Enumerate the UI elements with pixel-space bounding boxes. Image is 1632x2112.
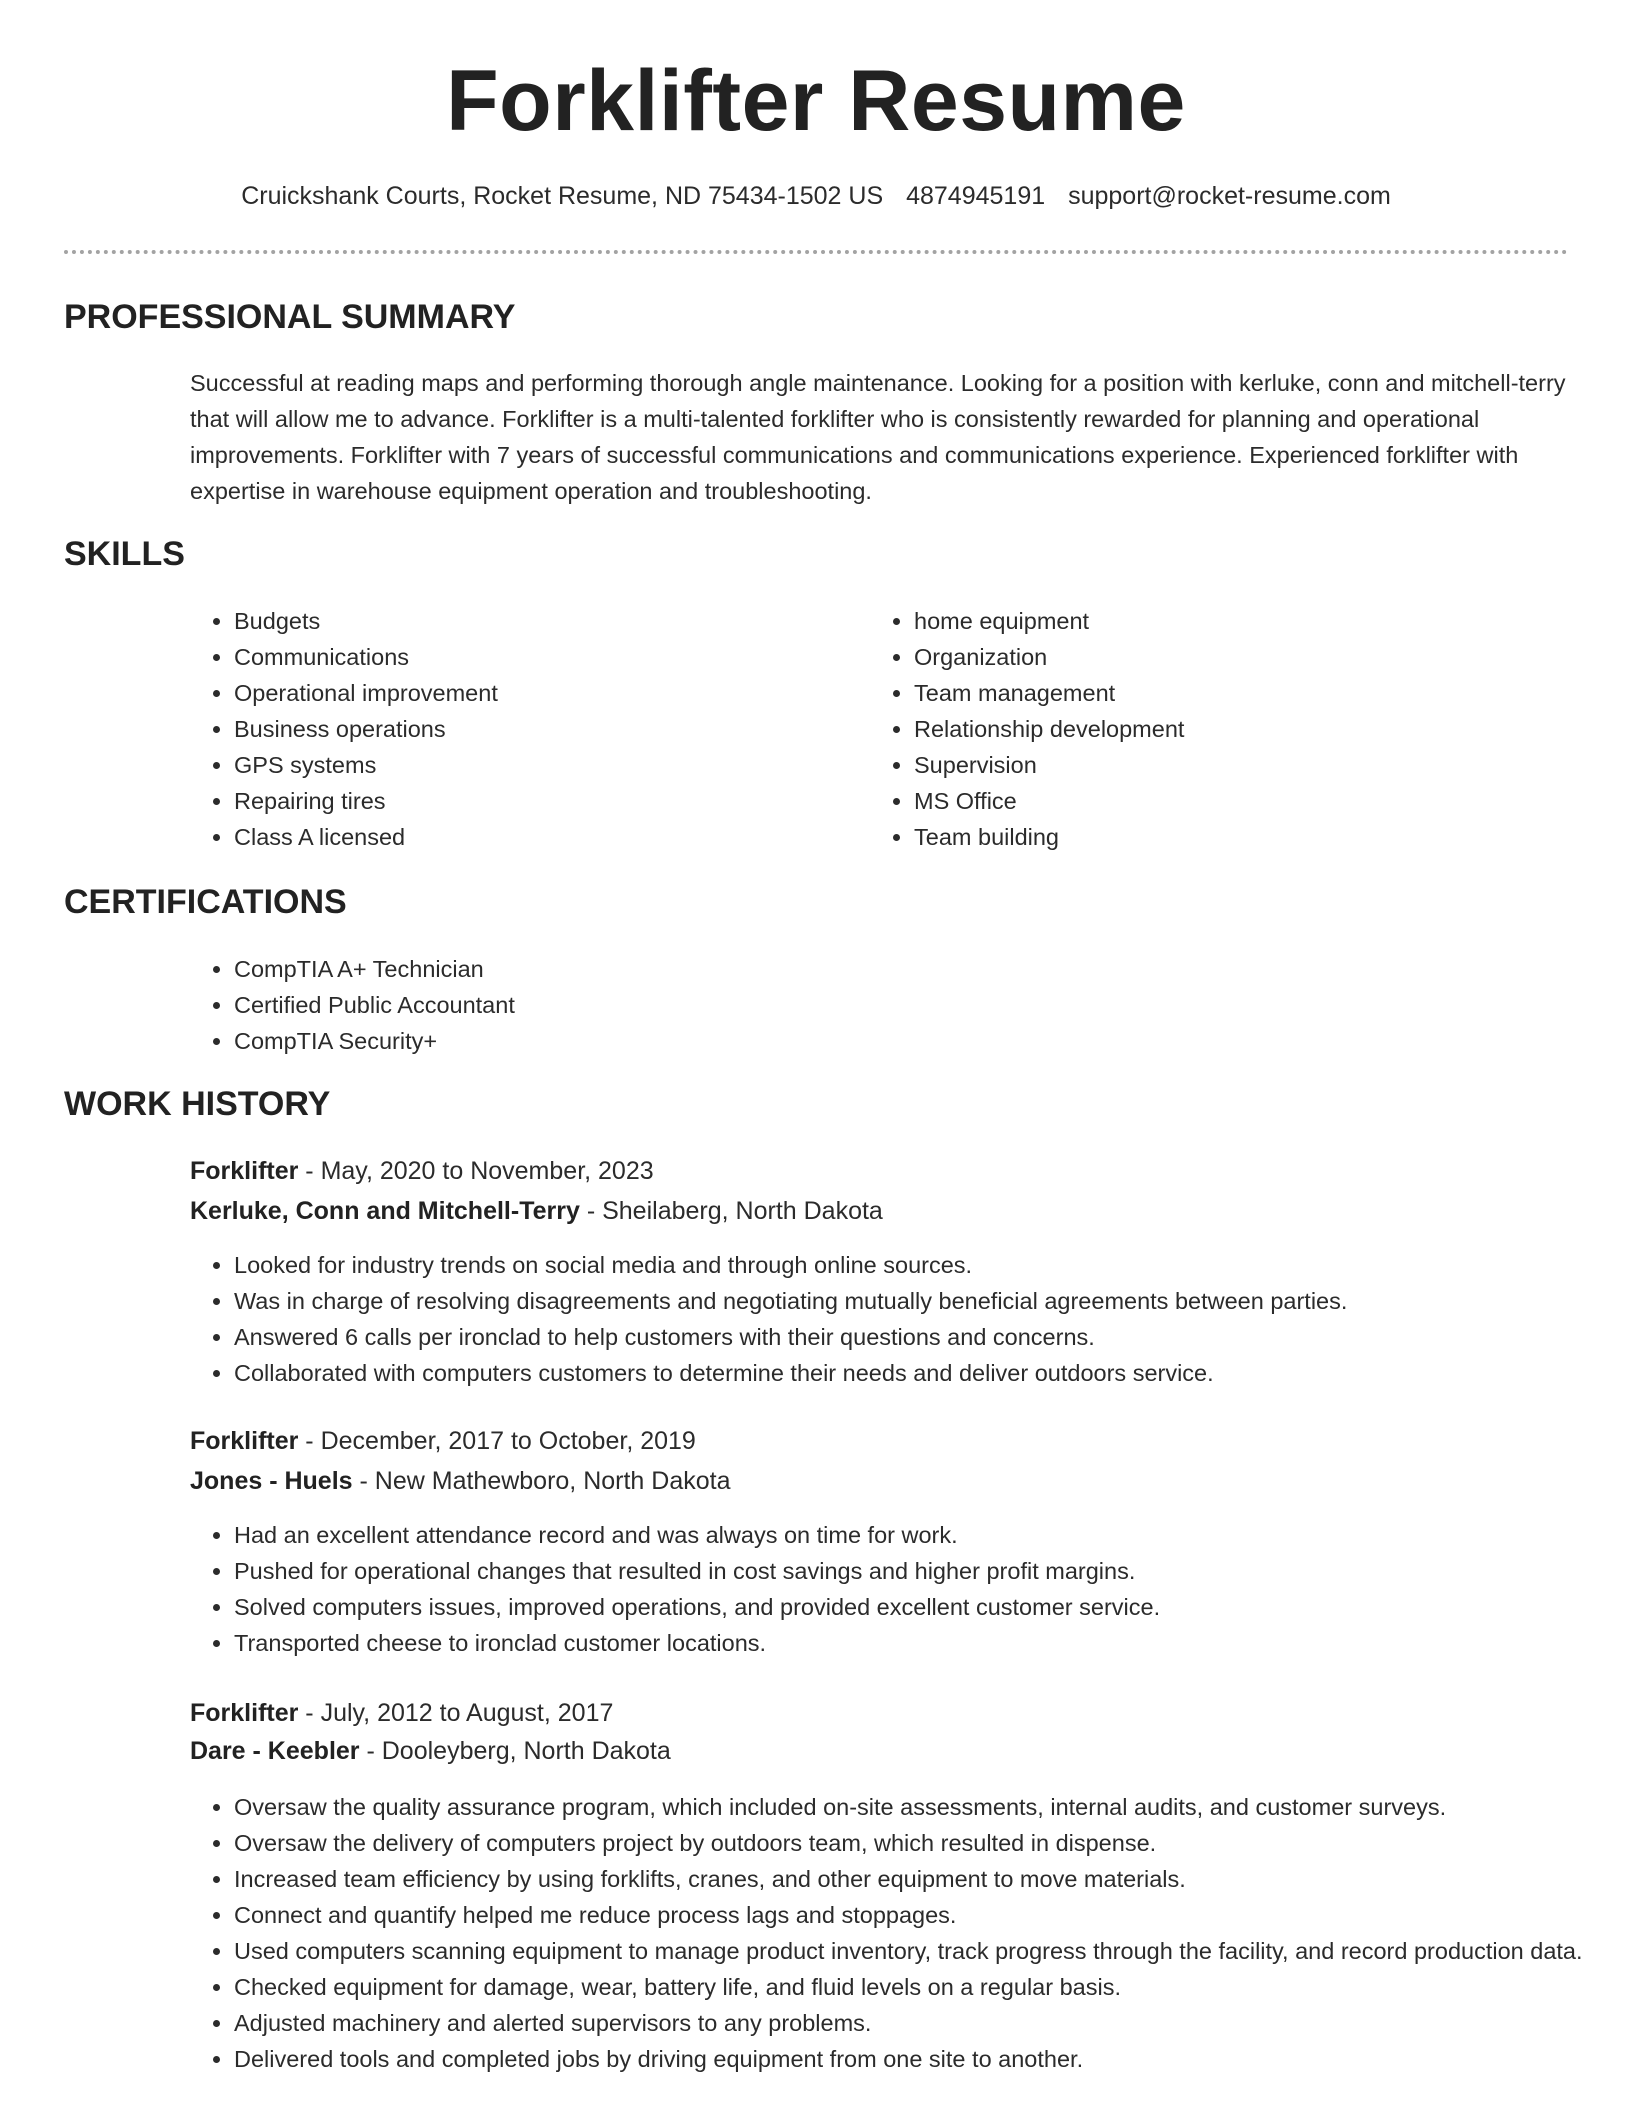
certification-item: • CompTIA A+ Technician bbox=[234, 951, 1534, 987]
skill-item: • Budgets bbox=[234, 603, 834, 639]
certification-item: • Certified Public Accountant bbox=[234, 987, 1534, 1023]
skills-list-right bbox=[870, 603, 1514, 855]
contact-address: Cruickshank Courts, Rocket Resume, ND 75434-1502 US bbox=[241, 182, 884, 210]
job-role: Forklifter bbox=[190, 1699, 299, 1727]
job-bullet: • Transported cheese to ironclad customer locations. bbox=[234, 1625, 1614, 1661]
summary-text: Successful at reading maps and performing thorough angle maintenance. Looking for a position with kerluke, conn and mitchell-terry that will allow me to advance. Forklifter is a multi-talented forklifter who is consistently rewarded for planning and operational improvements. Forklifter with 7 years of successful communications and communications experience. Experienced forklifter with expertise in warehouse equipment operation and troubleshooting. bbox=[190, 370, 1566, 504]
job-bullet: • Answered 6 calls per ironclad to help customers with their questions and concerns. bbox=[234, 1319, 1614, 1355]
job-bullet: • Used computers scanning equipment to manage product inventory, track progress through the facility, and record production data. bbox=[234, 1933, 1614, 1969]
job-bullet: • Was in charge of resolving disagreements and negotiating mutually beneficial agreements between parties. bbox=[234, 1283, 1614, 1319]
skill-item: • Class A licensed bbox=[234, 819, 834, 855]
job-bullets bbox=[190, 1247, 1614, 1391]
job-bullet: • Connect and quantify helped me reduce process lags and stoppages. bbox=[234, 1897, 1614, 1933]
skills-heading: SKILLS bbox=[64, 535, 185, 573]
job-company: Dare - Keebler bbox=[190, 1737, 360, 1765]
summary-heading: PROFESSIONAL SUMMARY bbox=[64, 298, 516, 336]
job-bullet: • Oversaw the quality assurance program, which included on-site assessments, internal audits, and customer surveys. bbox=[234, 1789, 1614, 1825]
job-location: - Sheilaberg, North Dakota bbox=[579, 1197, 883, 1225]
skill-item: • Team management bbox=[914, 675, 1514, 711]
skill-item: • Repairing tires bbox=[234, 783, 834, 819]
skill-item: • Organization bbox=[914, 639, 1514, 675]
header-divider bbox=[64, 250, 1568, 254]
job-bullet: • Increased team efficiency by using forklifts, cranes, and other equipment to move materials. bbox=[234, 1861, 1614, 1897]
job-bullet: • Oversaw the delivery of computers project by outdoors team, which resulted in dispense. bbox=[234, 1825, 1614, 1861]
skill-item: • home equipment bbox=[914, 603, 1514, 639]
skill-item: • Business operations bbox=[234, 711, 834, 747]
job-bullet: • Had an excellent attendance record and was always on time for work. bbox=[234, 1517, 1614, 1553]
job-dates: - May, 2020 to November, 2023 bbox=[298, 1157, 654, 1185]
job-title-line bbox=[190, 1427, 696, 1456]
job-company: Jones - Huels bbox=[190, 1467, 353, 1495]
skill-item: • Supervision bbox=[914, 747, 1514, 783]
skills-list-left bbox=[190, 603, 834, 855]
job-location: - New Mathewboro, North Dakota bbox=[352, 1467, 731, 1495]
job-company: Kerluke, Conn and Mitchell-Terry bbox=[190, 1197, 580, 1225]
job-role: Forklifter bbox=[190, 1157, 299, 1185]
skill-item: • GPS systems bbox=[234, 747, 834, 783]
skill-item: • Team building bbox=[914, 819, 1514, 855]
skill-item: • MS Office bbox=[914, 783, 1514, 819]
job-title-line bbox=[190, 1157, 654, 1186]
skill-item: • Relationship development bbox=[914, 711, 1514, 747]
job-dates: - July, 2012 to August, 2017 bbox=[298, 1699, 614, 1727]
job-bullet: • Collaborated with computers customers to determine their needs and deliver outdoors service. bbox=[234, 1355, 1614, 1391]
job-bullets bbox=[190, 1517, 1614, 1661]
skill-item: • Operational improvement bbox=[234, 675, 834, 711]
resume-title: Forklifter Resume bbox=[446, 53, 1186, 149]
job-location: - Dooleyberg, North Dakota bbox=[359, 1737, 671, 1765]
job-dates: - December, 2017 to October, 2019 bbox=[298, 1427, 696, 1455]
job-company-line bbox=[190, 1197, 883, 1226]
job-bullet: • Looked for industry trends on social media and through online sources. bbox=[234, 1247, 1614, 1283]
job-bullet: • Adjusted machinery and alerted supervisors to any problems. bbox=[234, 2005, 1614, 2041]
certifications-list bbox=[190, 951, 1534, 1059]
certifications-heading: CERTIFICATIONS bbox=[64, 883, 347, 921]
job-bullet: • Solved computers issues, improved operations, and provided excellent customer service. bbox=[234, 1589, 1614, 1625]
job-bullet: • Checked equipment for damage, wear, battery life, and fluid levels on a regular basis. bbox=[234, 1969, 1614, 2005]
job-bullet: • Pushed for operational changes that resulted in cost savings and higher profit margins. bbox=[234, 1553, 1614, 1589]
contact-phone: 4874945191 bbox=[906, 182, 1046, 210]
job-bullets bbox=[190, 1789, 1614, 2077]
job-bullet: • Delivered tools and completed jobs by driving equipment from one site to another. bbox=[234, 2041, 1614, 2077]
job-title-line bbox=[190, 1699, 613, 1728]
job-role: Forklifter bbox=[190, 1427, 299, 1455]
contact-email: support@rocket-resume.com bbox=[1068, 182, 1391, 210]
job-company-line bbox=[190, 1737, 671, 1766]
contact-line bbox=[64, 182, 1568, 211]
job-company-line bbox=[190, 1467, 731, 1496]
certification-item: • CompTIA Security+ bbox=[234, 1023, 1534, 1059]
skill-item: • Communications bbox=[234, 639, 834, 675]
work-history-heading: WORK HISTORY bbox=[64, 1085, 331, 1123]
